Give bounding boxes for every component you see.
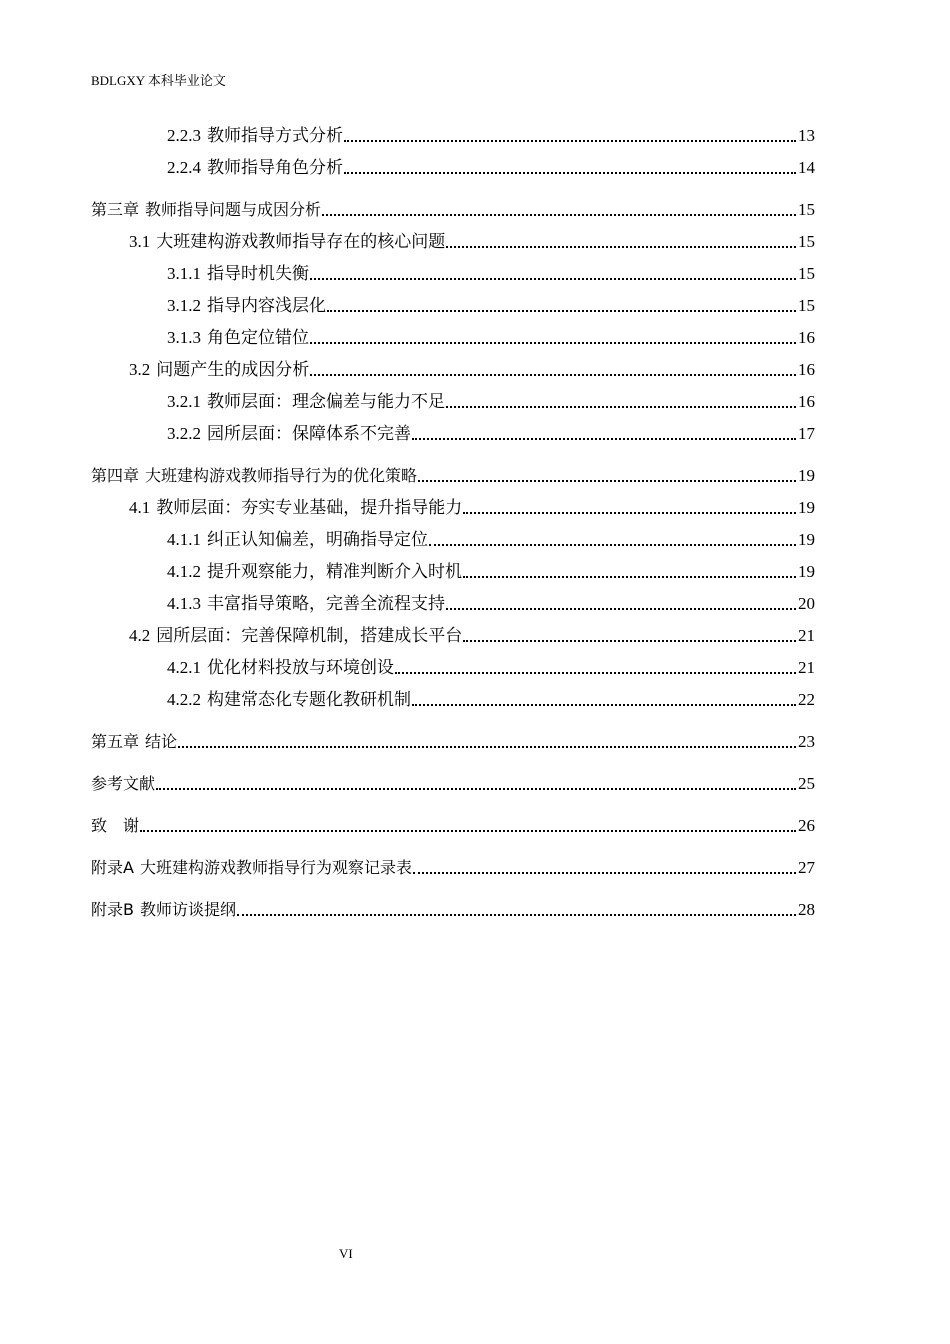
toc-entry-page: 15 xyxy=(798,232,815,251)
toc-entry-number: 4.2.2 xyxy=(167,690,201,709)
toc-entry[interactable] xyxy=(91,583,815,615)
dot-leader xyxy=(395,672,796,674)
toc-entry-title xyxy=(91,157,343,179)
dot-leader xyxy=(446,406,796,408)
toc-entry-title xyxy=(91,899,236,921)
toc-entry-title xyxy=(91,497,462,519)
toc-entry-title xyxy=(91,263,309,285)
toc-entry-text: 教师指导方式分析 xyxy=(207,126,343,145)
toc-entry-page: 15 xyxy=(798,264,815,283)
toc-entry-title xyxy=(91,857,412,879)
dot-leader xyxy=(463,640,796,642)
toc-entry-number: 3.1.3 xyxy=(167,328,201,347)
toc-entry-text: 参考文献 xyxy=(91,774,156,793)
dot-leader xyxy=(310,374,796,376)
toc-entry-title xyxy=(91,593,445,615)
dot-leader xyxy=(322,214,796,216)
toc-entry[interactable] xyxy=(91,413,815,445)
toc-entry-page: 21 xyxy=(798,626,815,645)
toc-entry[interactable] xyxy=(91,837,815,879)
dot-leader xyxy=(344,172,796,174)
toc-entry-number: 3.2 xyxy=(129,360,151,379)
toc-entry[interactable] xyxy=(91,879,815,921)
toc-entry[interactable] xyxy=(91,615,815,647)
toc-entry[interactable] xyxy=(91,795,815,837)
toc-entry-page: 17 xyxy=(798,424,815,443)
toc-entry-number: 4.1.1 xyxy=(167,530,201,549)
toc-entry[interactable] xyxy=(91,519,815,551)
toc-entry-text: 园所层面：完善保障机制，搭建成长平台 xyxy=(156,626,463,645)
toc-entry[interactable] xyxy=(91,647,815,679)
toc-entry-page: 19 xyxy=(798,562,815,581)
table-of-contents xyxy=(91,115,815,921)
toc-entry-text: 教师层面：理念偏差与能力不足 xyxy=(207,392,445,411)
toc-entry-page: 19 xyxy=(798,498,815,517)
toc-entry-text: 纠正认知偏差，明确指导定位 xyxy=(207,530,428,549)
dot-leader xyxy=(463,576,796,578)
toc-entry-title xyxy=(91,465,417,487)
toc-entry-number: 附录A xyxy=(91,858,134,877)
dot-leader xyxy=(344,140,796,142)
toc-entry-page: 16 xyxy=(798,360,815,379)
toc-entry-number: 3.1.2 xyxy=(167,296,201,315)
dot-leader xyxy=(413,872,796,874)
toc-entry-text: 角色定位错位 xyxy=(207,328,309,347)
toc-entry[interactable] xyxy=(91,445,815,487)
toc-entry-page: 22 xyxy=(798,690,815,709)
toc-entry[interactable] xyxy=(91,221,815,253)
toc-entry-title xyxy=(91,295,326,317)
toc-entry[interactable] xyxy=(91,381,815,413)
toc-entry-page: 20 xyxy=(798,594,815,613)
toc-entry[interactable] xyxy=(91,317,815,349)
toc-entry-text: 问题产生的成因分析 xyxy=(156,360,310,379)
toc-entry-number: 3.2.2 xyxy=(167,424,201,443)
toc-entry-number: 4.2.1 xyxy=(167,658,201,677)
toc-entry-number: 3.1 xyxy=(129,232,151,251)
toc-entry-number: 4.1.2 xyxy=(167,562,201,581)
toc-entry[interactable] xyxy=(91,115,815,147)
toc-entry[interactable] xyxy=(91,285,815,317)
toc-entry[interactable] xyxy=(91,711,815,753)
toc-entry-page: 15 xyxy=(798,296,815,315)
dot-leader xyxy=(446,246,796,248)
toc-entry-page: 19 xyxy=(798,466,815,485)
toc-entry-title xyxy=(91,199,321,221)
toc-entry-number: 3.2.1 xyxy=(167,392,201,411)
toc-entry[interactable] xyxy=(91,349,815,381)
toc-entry-number: 第五章 xyxy=(91,732,140,751)
toc-entry-page: 16 xyxy=(798,328,815,347)
toc-entry-text: 优化材料投放与环境创设 xyxy=(207,658,394,677)
toc-entry-title xyxy=(91,125,343,147)
dot-leader xyxy=(237,914,796,916)
toc-entry-text: 致 谢 xyxy=(91,816,140,835)
toc-entry-text: 结论 xyxy=(145,732,178,751)
toc-entry-number: 第四章 xyxy=(91,466,140,485)
toc-entry-text: 教师访谈提纲 xyxy=(139,900,236,919)
dot-leader xyxy=(327,310,796,312)
toc-entry-number: 2.2.4 xyxy=(167,158,201,177)
toc-entry-text: 大班建构游戏教师指导行为的优化策略 xyxy=(145,466,418,485)
toc-entry-page: 28 xyxy=(798,900,815,919)
toc-entry-text: 教师指导问题与成因分析 xyxy=(145,200,322,219)
toc-entry-title xyxy=(91,231,445,253)
toc-entry-title xyxy=(91,657,394,679)
toc-entry-text: 提升观察能力，精准判断介入时机 xyxy=(207,562,462,581)
toc-entry-title xyxy=(91,625,462,647)
dot-leader xyxy=(310,342,796,344)
toc-entry-title xyxy=(91,731,177,753)
dot-leader xyxy=(429,544,796,546)
toc-entry-number: 3.1.1 xyxy=(167,264,201,283)
toc-entry-page: 26 xyxy=(798,816,815,835)
toc-entry[interactable] xyxy=(91,679,815,711)
toc-entry-number: 2.2.3 xyxy=(167,126,201,145)
toc-entry-title xyxy=(91,561,462,583)
toc-entry-text: 大班建构游戏教师指导行为观察记录表 xyxy=(139,858,412,877)
toc-entry-page: 23 xyxy=(798,732,815,751)
toc-entry-title xyxy=(91,773,155,795)
dot-leader xyxy=(412,438,796,440)
toc-entry-title xyxy=(91,689,411,711)
dot-leader xyxy=(156,788,796,790)
dot-leader xyxy=(412,704,796,706)
page-number: VI xyxy=(339,1246,353,1261)
toc-entry-number: 4.2 xyxy=(129,626,151,645)
toc-entry-number: 4.1 xyxy=(129,498,151,517)
toc-entry[interactable] xyxy=(91,253,815,285)
toc-entry-title xyxy=(91,327,309,349)
toc-entry[interactable] xyxy=(91,179,815,221)
toc-entry-text: 教师层面：夯实专业基础，提升指导能力 xyxy=(156,498,463,517)
toc-entry-page: 21 xyxy=(798,658,815,677)
toc-entry-title xyxy=(91,529,428,551)
dot-leader xyxy=(140,830,796,832)
toc-entry-text: 大班建构游戏教师指导存在的核心问题 xyxy=(156,232,446,251)
dot-leader xyxy=(463,512,796,514)
toc-entry-page: 27 xyxy=(798,858,815,877)
toc-entry[interactable] xyxy=(91,487,815,519)
toc-entry-text: 丰富指导策略，完善全流程支持 xyxy=(207,594,445,613)
toc-entry[interactable] xyxy=(91,753,815,795)
toc-entry-number: 附录B xyxy=(91,900,134,919)
toc-entry[interactable] xyxy=(91,147,815,179)
dot-leader xyxy=(178,746,796,748)
toc-entry-title xyxy=(91,391,445,413)
toc-entry-title xyxy=(91,359,309,381)
toc-entry-page: 25 xyxy=(798,774,815,793)
toc-entry-text: 指导内容浅层化 xyxy=(207,296,326,315)
toc-entry-page: 19 xyxy=(798,530,815,549)
toc-entry-number: 4.1.3 xyxy=(167,594,201,613)
toc-entry[interactable] xyxy=(91,551,815,583)
toc-entry-text: 园所层面：保障体系不完善 xyxy=(207,424,411,443)
toc-entry-page: 16 xyxy=(798,392,815,411)
toc-entry-text: 指导时机失衡 xyxy=(207,264,309,283)
toc-entry-title xyxy=(91,423,411,445)
toc-entry-text: 构建常态化专题化教研机制 xyxy=(207,690,411,709)
running-header: BDLGXY 本科毕业论文 xyxy=(91,73,226,88)
toc-entry-text: 教师指导角色分析 xyxy=(207,158,343,177)
dot-leader xyxy=(446,608,796,610)
toc-entry-page: 13 xyxy=(798,126,815,145)
toc-entry-number: 第三章 xyxy=(91,200,140,219)
toc-entry-page: 14 xyxy=(798,158,815,177)
toc-entry-page: 15 xyxy=(798,200,815,219)
toc-entry-title xyxy=(91,815,139,837)
dot-leader xyxy=(418,480,796,482)
dot-leader xyxy=(310,278,796,280)
